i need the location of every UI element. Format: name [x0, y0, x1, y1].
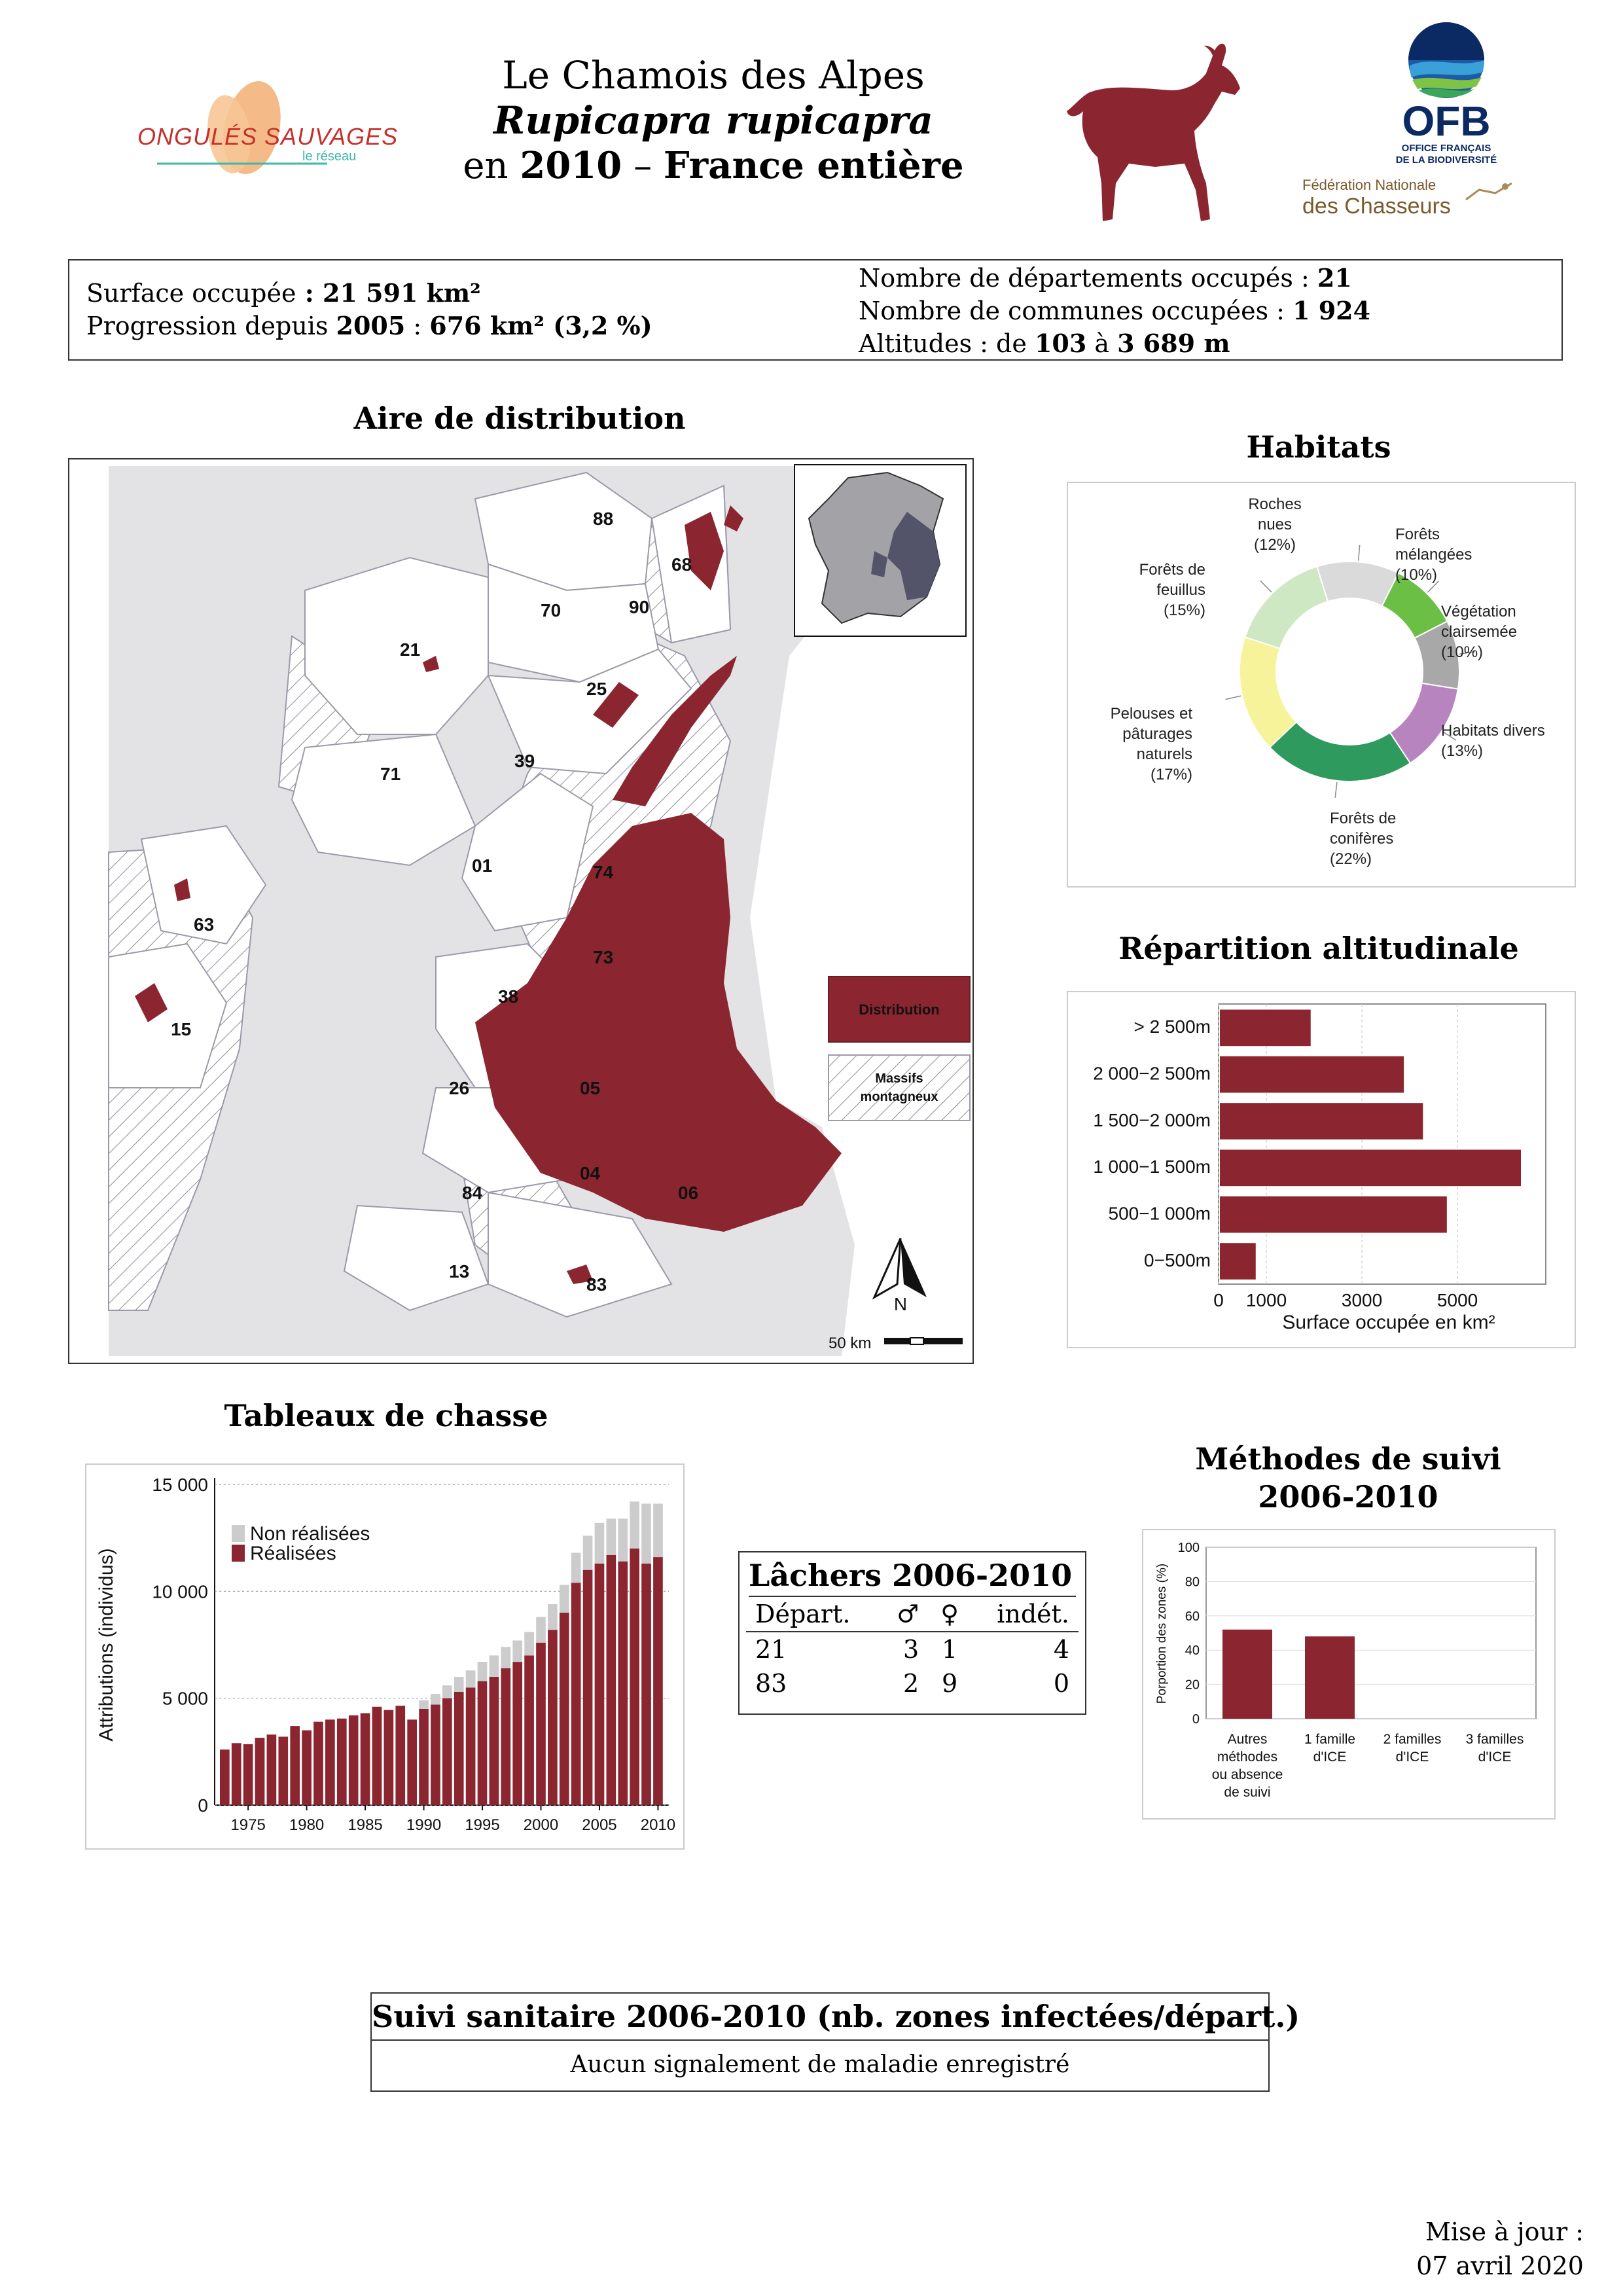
dept-label-13: 15 [171, 1019, 192, 1039]
donut-label: (22%) [1330, 850, 1372, 868]
legend-massifs-label-2: montagneux [860, 1090, 938, 1104]
title-latin-name: Rupicapra rupicapra [493, 98, 933, 143]
chasse-bar-non-realisees [419, 1700, 429, 1709]
stat-departements-label: Nombre de départements occupés : [859, 264, 1310, 293]
chasse-bar-realisees [653, 1557, 663, 1805]
stat-departements-value: 21 [1317, 263, 1352, 293]
methodes-category-label: méthodes [1217, 1749, 1278, 1765]
title-year-area [419, 143, 1008, 189]
lachers-header-male: ♂ [897, 1600, 919, 1628]
chamois-silhouette [1050, 33, 1260, 229]
chasse-x-tick-label: 1990 [406, 1816, 442, 1834]
lachers-cell: 83 [755, 1669, 787, 1698]
methodes-y-tick-label: 20 [1185, 1677, 1200, 1693]
chasse-x-tick-label: 1995 [465, 1816, 500, 1834]
altitude-bar [1220, 1196, 1447, 1233]
chasse-bar-non-realisees [536, 1617, 546, 1643]
methodes-panel [1142, 1529, 1556, 1820]
logo-ofb [1381, 20, 1512, 170]
chasse-chart [86, 1465, 683, 1848]
altitude-bar-label: 500−1 000m [1108, 1203, 1211, 1224]
scale-bar [884, 1338, 963, 1344]
methodes-title [1139, 1440, 1558, 1516]
lachers-header-indet: indét. [997, 1600, 1069, 1628]
chasse-bar-realisees [595, 1564, 605, 1805]
altitude-bar-label: 1 500−2 000m [1093, 1109, 1211, 1130]
title-sep: – [633, 145, 652, 187]
chasse-bar-realisees [349, 1715, 359, 1805]
title-pre: en [463, 145, 508, 187]
stat-surface: Surface occupée : 21 591 km² [86, 278, 481, 308]
donut-label: (15%) [1163, 601, 1205, 619]
chasse-bar-non-realisees [490, 1655, 499, 1677]
donut-leader-line [1226, 696, 1241, 699]
chasse-y-tick-label: 0 [198, 1795, 208, 1816]
table-row [746, 1632, 1079, 1666]
methodes-category-label: 1 famille [1304, 1732, 1356, 1747]
chasse-bar-realisees [337, 1719, 347, 1805]
chasse-bar-realisees [607, 1555, 616, 1805]
altitude-bar-label: 2 000−2 500m [1093, 1063, 1211, 1084]
sanitaire-box [370, 1992, 1300, 2092]
altitude-bar-label: 1 000−1 500m [1093, 1157, 1211, 1177]
chasse-bar-non-realisees [571, 1553, 581, 1583]
altitude-chart [1068, 992, 1575, 1347]
ofb-line1: OFFICE FRANÇAIS [1401, 143, 1491, 154]
donut-slice [1270, 722, 1410, 781]
altitude-bar [1220, 1056, 1404, 1093]
lachers-cell: 4 [1053, 1635, 1069, 1664]
chasse-bar-realisees [232, 1743, 241, 1805]
stats-box [68, 259, 1563, 361]
dept-label-4: 21 [400, 639, 421, 660]
donut-label: (10%) [1441, 643, 1484, 661]
altitude-tick-label: 0 [1213, 1290, 1224, 1310]
dept-label-20: 83 [586, 1274, 607, 1295]
chasse-bar-realisees [419, 1709, 429, 1805]
donut-label: naturels [1136, 745, 1192, 763]
distribution-map [68, 458, 974, 1364]
altitude-bar-label: > 2 500m [1133, 1016, 1211, 1037]
hunter-icon [1459, 177, 1518, 203]
methodes-category-label: d'ICE [1478, 1749, 1512, 1765]
footer-line1: Mise à jour : [1425, 2217, 1584, 2246]
chasse-bar-realisees [220, 1749, 230, 1805]
methodes-y-tick-label: 60 [1185, 1609, 1200, 1624]
footer-update [1309, 2215, 1584, 2283]
chasse-bar-realisees [571, 1583, 581, 1805]
chasse-panel [85, 1463, 685, 1850]
lachers-cell: 3 [902, 1635, 919, 1664]
dept-label-5: 25 [586, 679, 607, 699]
scale-label: 50 km [829, 1335, 872, 1352]
logo-fnc [1302, 177, 1538, 229]
stat-altitudes-label: Altitudes : de [859, 329, 1027, 358]
chasse-bar-non-realisees [501, 1647, 510, 1668]
methodes-y-tick-label: 40 [1185, 1643, 1200, 1659]
donut-label: Forêts [1395, 526, 1440, 543]
altitude-bar [1220, 1103, 1423, 1139]
chasse-bar-realisees [290, 1726, 300, 1805]
chasse-bar-non-realisees [454, 1677, 464, 1692]
lachers-cell: 21 [755, 1635, 787, 1664]
altitude-tick-label: 5000 [1436, 1290, 1478, 1310]
legend-massifs-label-1: Massifs [875, 1071, 923, 1086]
stat-communes-label: Nombre de communes occupées : [859, 296, 1285, 325]
methodes-title-2: 2006-2010 [1258, 1479, 1438, 1515]
chasse-bar-non-realisees [442, 1685, 452, 1698]
methodes-category-label: d'ICE [1395, 1749, 1429, 1765]
chamois-icon [1050, 33, 1260, 229]
donut-label: nues [1257, 516, 1293, 533]
dept-label-10: 63 [194, 914, 215, 935]
chasse-legend-non-label: Non réalisées [250, 1523, 370, 1545]
chasse-bar-non-realisees [630, 1501, 639, 1549]
donut-label: (13%) [1441, 742, 1484, 760]
methodes-category-label: 3 familles [1465, 1732, 1524, 1747]
lachers-cell: 9 [942, 1669, 958, 1698]
chasse-bar-realisees [548, 1630, 558, 1805]
methodes-y-tick-label: 100 [1177, 1541, 1200, 1555]
chasse-bar-non-realisees [431, 1694, 440, 1704]
chasse-ylabel: Attributions (individus) [96, 1548, 117, 1742]
chasse-y-tick-label: 10 000 [152, 1581, 208, 1602]
donut-label: (12%) [1253, 536, 1296, 554]
chasse-bar-non-realisees [653, 1503, 663, 1557]
legend-distribution-label: Distribution [859, 1001, 940, 1018]
chasse-bar-non-realisees [607, 1518, 616, 1555]
stat-communes-value: 1 924 [1293, 296, 1371, 325]
chasse-bar-realisees [583, 1570, 593, 1805]
dept-label-2: 90 [629, 597, 650, 617]
donut-label: (10%) [1395, 566, 1438, 584]
dept-label-12: 38 [498, 986, 519, 1007]
fnc-line1: Fédération Nationale [1302, 177, 1436, 193]
habitats-panel [1067, 482, 1576, 888]
chasse-bar-realisees [407, 1719, 417, 1805]
chasse-bar-realisees [641, 1564, 651, 1805]
stat-progression-year: 2005 [336, 311, 406, 340]
donut-label: Pelouses et [1110, 705, 1192, 723]
chasse-bar-realisees [618, 1562, 628, 1805]
donut-leader-line [1260, 581, 1272, 592]
donut-label: pâturages [1122, 725, 1192, 743]
title-area: France entière [663, 144, 964, 187]
altitude-panel [1067, 991, 1576, 1348]
table-row [746, 1666, 1079, 1700]
ofb-line2: DE LA BIODIVERSITÉ [1395, 154, 1497, 166]
methodes-category-label: 2 familles [1383, 1732, 1442, 1747]
dept-label-15: 05 [580, 1078, 601, 1098]
stat-progression: Progression depuis 2005 : 676 km² (3,2 %) [86, 311, 652, 340]
footer-line2: 07 avril 2020 [1416, 2251, 1584, 2280]
dept-label-16: 04 [580, 1163, 601, 1183]
lachers-cell: 1 [942, 1635, 958, 1664]
chasse-bar-non-realisees [560, 1585, 569, 1613]
stat-surface-label: Surface occupée [86, 279, 296, 308]
donut-label: Forêts de [1139, 561, 1205, 579]
donut-leader-line [1359, 545, 1360, 561]
dept-label-9: 74 [593, 862, 614, 882]
chasse-bar-realisees [431, 1704, 440, 1805]
chasse-bar-realisees [490, 1677, 499, 1805]
donut-label: conifères [1330, 830, 1394, 848]
chasse-bar-realisees [243, 1744, 253, 1805]
chasse-bar-realisees [267, 1734, 277, 1805]
donut-label: clairsemée [1441, 623, 1518, 641]
logo-ongules-text: ONGULÉS SAUVAGES [137, 123, 399, 150]
donut-slice [1240, 637, 1296, 747]
lachers-header-row [746, 1597, 1079, 1632]
ofb-globe-icon [1381, 20, 1512, 105]
map-title: Aire de distribution [353, 401, 686, 436]
chasse-bar-non-realisees [641, 1503, 651, 1563]
dept-label-11: 73 [593, 947, 614, 967]
north-label: N [893, 1294, 908, 1314]
chasse-bar-realisees [255, 1738, 265, 1805]
altitude-title: Répartition altitudinale [1118, 931, 1519, 966]
map-canvas [69, 459, 972, 1363]
methodes-y-tick-label: 0 [1192, 1712, 1200, 1727]
donut-label: feuillus [1156, 581, 1205, 599]
donut-slice [1245, 567, 1327, 649]
stat-communes [859, 295, 1370, 327]
methodes-bar [1222, 1630, 1272, 1719]
dept-label-19: 13 [449, 1261, 470, 1282]
sanitaire-title: Suivi sanitaire 2006-2010 (nb. zones infectées/départ.) [372, 1994, 1268, 2041]
chasse-bar-realisees [361, 1713, 370, 1805]
chasse-bar-non-realisees [548, 1604, 558, 1630]
chasse-bar-realisees [560, 1613, 569, 1805]
chasse-bar-non-realisees [512, 1640, 522, 1662]
chasse-bar-non-realisees [618, 1518, 628, 1561]
chasse-bar-non-realisees [466, 1670, 476, 1687]
chasse-bar-non-realisees [524, 1632, 534, 1655]
chasse-x-tick-label: 2010 [640, 1816, 676, 1834]
chasse-bar-realisees [313, 1722, 323, 1805]
dept-label-3: 70 [541, 600, 562, 620]
altitude-tick-label: 1000 [1245, 1290, 1287, 1310]
lachers-title: Lâchers 2006-2010 [749, 1558, 1073, 1593]
chasse-y-tick-label: 15 000 [152, 1475, 208, 1495]
chasse-bar-realisees [278, 1736, 288, 1805]
stat-alt-max: 3 689 m [1117, 329, 1230, 358]
methodes-chart [1143, 1530, 1554, 1818]
methodes-bar [1305, 1636, 1355, 1719]
dept-label-6: 39 [514, 751, 535, 771]
altitude-bar [1220, 1150, 1521, 1187]
donut-label: Végétation [1441, 603, 1516, 620]
donut-label: (17%) [1150, 766, 1192, 783]
lachers-header-dept: Départ. [755, 1600, 851, 1628]
altitude-bar [1220, 1243, 1256, 1280]
chasse-bar-realisees [302, 1731, 312, 1805]
chasse-x-tick-label: 1980 [289, 1816, 325, 1834]
chasse-x-tick-label: 2005 [582, 1816, 617, 1834]
methodes-ylabel: Porportion des zones (%) [1155, 1563, 1169, 1704]
dept-label-18: 84 [462, 1183, 483, 1203]
chasse-bar-realisees [524, 1655, 534, 1805]
dept-label-1: 68 [671, 554, 692, 575]
chasse-bar-realisees [630, 1549, 639, 1805]
habitats-donut [1068, 483, 1575, 886]
chasse-legend-non-swatch [232, 1525, 245, 1542]
habitats-title: Habitats [1246, 429, 1391, 465]
chasse-legend-real-label: Réalisées [250, 1543, 336, 1564]
dept-label-0: 88 [593, 509, 614, 529]
chasse-bar-non-realisees [583, 1535, 593, 1570]
methodes-y-tick-label: 80 [1185, 1575, 1200, 1590]
lachers-box [738, 1551, 1086, 1715]
legend-massifs-swatch [829, 1055, 970, 1121]
chasse-x-tick-label: 2000 [523, 1816, 559, 1834]
chasse-x-tick-label: 1975 [230, 1816, 266, 1834]
chasse-bar-non-realisees [478, 1662, 488, 1681]
chasse-bar-realisees [501, 1668, 510, 1805]
altitude-xlabel: Surface occupée en km² [1282, 1312, 1495, 1333]
stat-progression-label: Progression depuis [86, 312, 329, 340]
chasse-bar-realisees [395, 1706, 405, 1805]
methodes-category-label: Autres [1227, 1732, 1268, 1747]
lachers-table [746, 1597, 1079, 1700]
stat-departements [859, 262, 1352, 295]
chasse-bar-realisees [466, 1687, 476, 1805]
page-title [419, 52, 1008, 189]
title-year: 2010 [520, 144, 622, 187]
chasse-bar-realisees [454, 1692, 464, 1805]
dept-label-17: 06 [678, 1183, 699, 1203]
methodes-title-1: Méthodes de suivi [1195, 1441, 1501, 1477]
chasse-x-tick-label: 1985 [348, 1816, 383, 1834]
dept-label-7: 71 [380, 764, 401, 784]
stat-progression-value: 676 km² (3,2 %) [429, 311, 652, 340]
stat-alt-min: 103 [1034, 329, 1087, 358]
altitude-bar-label: 0−500m [1144, 1249, 1211, 1270]
donut-label: Forêts de [1330, 810, 1397, 827]
chasse-y-tick-label: 5 000 [162, 1688, 208, 1709]
chasse-title: Tableaux de chasse [224, 1398, 548, 1433]
donut-label: Habitats divers [1441, 722, 1545, 740]
methodes-category-label: d'ICE [1313, 1749, 1347, 1765]
chasse-bar-realisees [442, 1698, 452, 1805]
lachers-header-female: ♀ [940, 1600, 959, 1628]
donut-label: Roches [1248, 495, 1302, 513]
sanitaire-text: Aucun signalement de maladie enregistré [570, 2051, 1070, 2078]
chasse-bar-non-realisees [595, 1523, 605, 1564]
stat-surface-value: 21 591 km² [322, 278, 481, 308]
chasse-bar-realisees [325, 1719, 335, 1805]
dept-label-8: 01 [472, 855, 493, 876]
altitude-bar [1220, 1010, 1311, 1047]
donut-label: mélangées [1395, 546, 1472, 564]
chasse-bar-realisees [536, 1643, 546, 1805]
altitude-tick-label: 3000 [1341, 1290, 1383, 1310]
stat-altitudes [859, 327, 1230, 360]
logo-ongules-sauvages [131, 72, 399, 183]
methodes-category-label: de suivi [1224, 1785, 1271, 1800]
methodes-category-label: ou absence [1211, 1767, 1283, 1782]
title-common-name: Le Chamois des Alpes [502, 53, 925, 98]
chasse-bar-realisees [478, 1681, 488, 1805]
donut-leader-line [1335, 782, 1337, 798]
chasse-bar-realisees [512, 1662, 522, 1805]
logo-ongules-subtext: le réseau [302, 149, 357, 164]
chasse-bar-realisees [372, 1707, 382, 1805]
fnc-line2: des Chasseurs [1302, 194, 1451, 219]
chasse-bar-realisees [384, 1710, 394, 1805]
dept-label-14: 26 [449, 1078, 470, 1098]
chasse-legend-real-swatch [232, 1545, 245, 1562]
stat-alt-sep: à [1094, 329, 1110, 358]
ofb-name: OFB [1402, 98, 1491, 145]
lachers-cell: 2 [902, 1669, 919, 1698]
lachers-cell: 0 [1053, 1669, 1069, 1698]
